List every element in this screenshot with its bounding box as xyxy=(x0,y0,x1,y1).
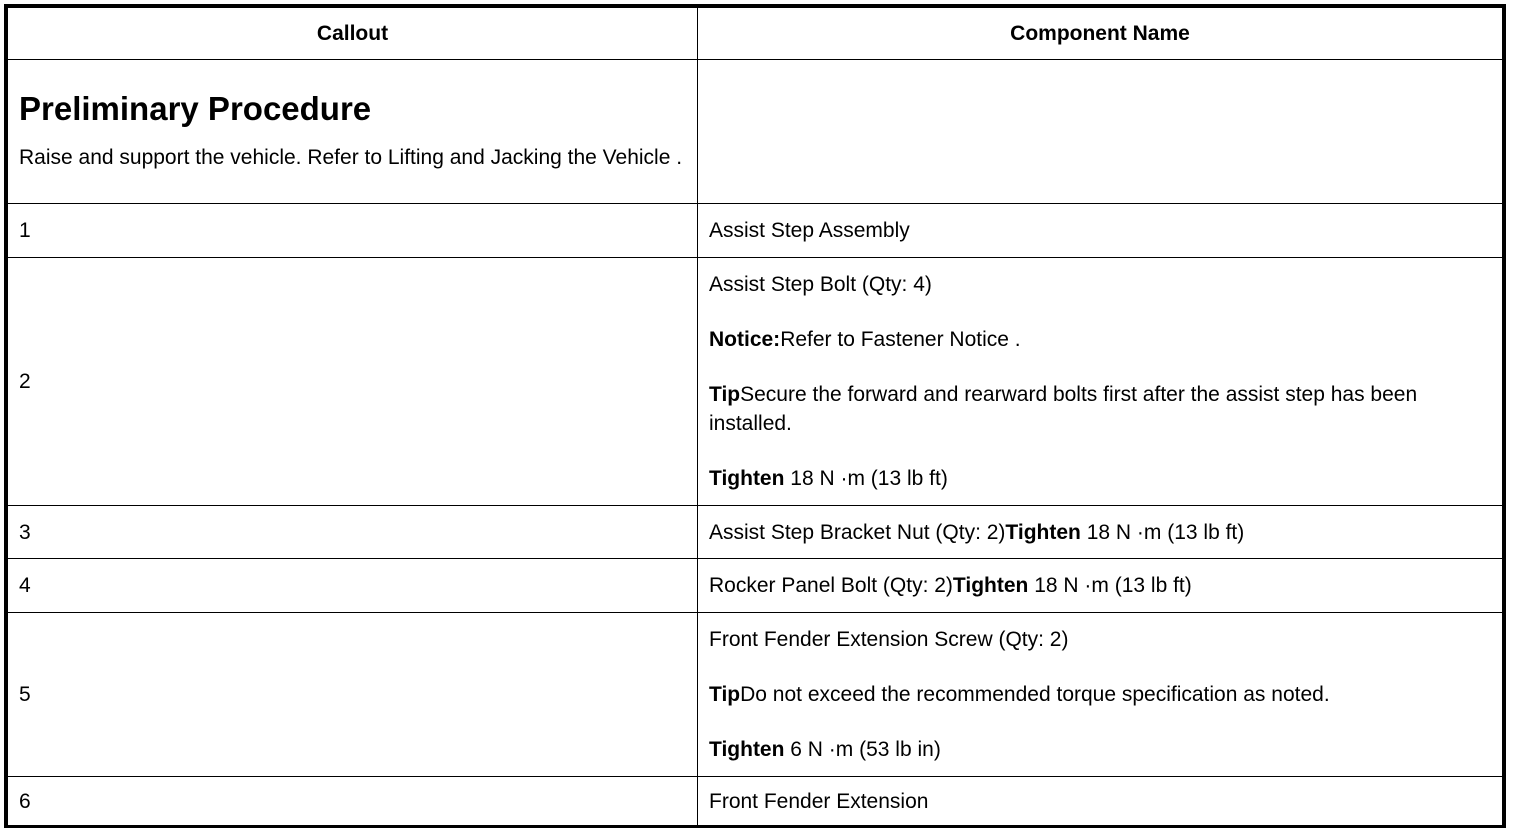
callout-cell: 2 xyxy=(8,258,698,506)
table-row xyxy=(8,613,1503,777)
header-component-name: Component Name xyxy=(698,8,1503,60)
component-name: Assist Step Bolt (Qty: 4) xyxy=(709,273,932,296)
tighten-value: 18 N ·m (13 lb ft) xyxy=(784,467,948,490)
notice-label: Notice: xyxy=(709,328,781,351)
tighten-value: 18 N ·m (13 lb ft) xyxy=(1080,520,1245,544)
table-row xyxy=(8,506,1503,559)
tip-label: Tip xyxy=(709,683,741,706)
table-row xyxy=(8,559,1503,613)
callout-cell: 1 xyxy=(8,204,698,258)
tighten-value: 6 N ·m (53 lb in) xyxy=(784,738,941,761)
preliminary-row xyxy=(8,60,1503,204)
preliminary-cell xyxy=(8,60,698,204)
tighten-value: 18 N ·m (13 lb ft) xyxy=(1028,574,1192,597)
callout-cell: 4 xyxy=(8,559,698,613)
table-header-row xyxy=(8,8,1503,60)
tighten-label: Tighten xyxy=(709,467,785,490)
table-row xyxy=(8,204,1503,258)
tip-label: Tip xyxy=(709,383,741,406)
tip-text: Secure the forward and rearward bolts first after the assist step has been installed. xyxy=(709,383,1418,435)
header-callout: Callout xyxy=(8,8,698,60)
preliminary-text: Raise and support the vehicle. Refer to Lifting and Jacking the Vehicle . xyxy=(19,146,683,169)
component-cell xyxy=(698,613,1503,777)
tighten-label: Tighten xyxy=(709,738,785,761)
notice-line xyxy=(709,325,1491,354)
tighten-line xyxy=(709,464,1491,493)
tip-line xyxy=(709,680,1491,709)
notice-text: Refer to Fastener Notice . xyxy=(780,328,1021,351)
component-name: Rocker Panel Bolt (Qty: 2) xyxy=(709,574,953,597)
tip-line xyxy=(709,380,1491,438)
component-name: Front Fender Extension Screw (Qty: 2) xyxy=(709,628,1069,651)
table-row xyxy=(8,777,1503,827)
tighten-label: Tighten xyxy=(1005,520,1081,544)
component-name: Assist Step Bracket Nut (Qty: 2) xyxy=(709,520,1006,544)
preliminary-empty-cell xyxy=(698,60,1503,204)
table-row xyxy=(8,258,1503,506)
tighten-label: Tighten xyxy=(952,574,1029,597)
tighten-line xyxy=(709,735,1491,764)
tip-text: Do not exceed the recommended torque specification as noted. xyxy=(740,683,1330,706)
component-cell: Assist Step Assembly xyxy=(698,204,1503,258)
callout-table xyxy=(7,7,1503,827)
callout-cell: 5 xyxy=(8,613,698,777)
callout-cell: 6 xyxy=(8,777,698,827)
callout-cell: 3 xyxy=(8,506,698,559)
component-cell xyxy=(698,559,1503,613)
document-page xyxy=(4,4,1506,828)
component-cell xyxy=(698,506,1503,559)
component-cell xyxy=(698,258,1503,506)
component-cell: Front Fender Extension xyxy=(698,777,1503,827)
preliminary-title: Preliminary Procedure xyxy=(19,90,372,127)
